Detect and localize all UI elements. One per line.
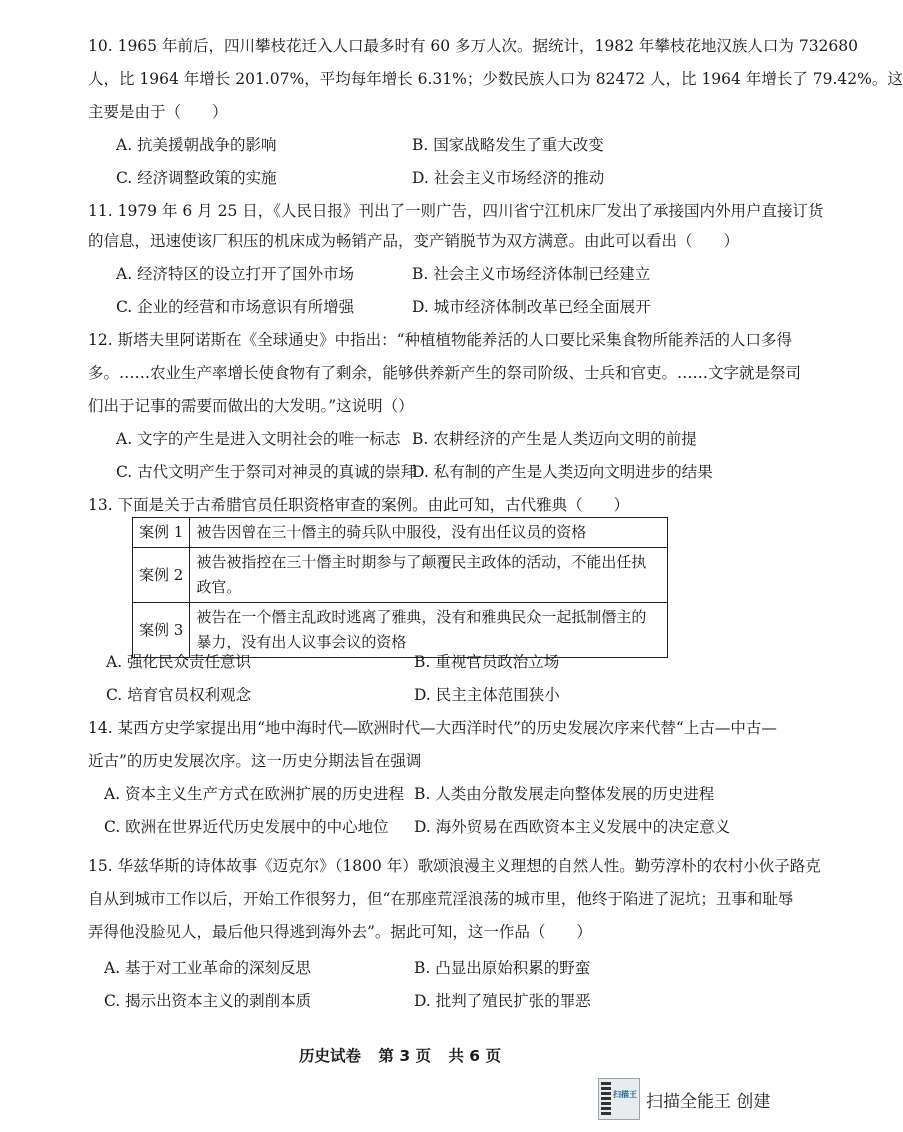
- q15-option-d: D. 批判了殖民扩张的罪恶: [414, 992, 591, 1010]
- case-text: 被告在一个僭主乱政时逃离了雅典，没有和雅典民众一起抵制僭主的暴力，没有出人议事会议的资格: [190, 603, 668, 658]
- case-row: [133, 548, 668, 603]
- q12-line-1: 12. 斯塔夫里阿诺斯在《全球通史》中指出：“种植植物能养活的人口要比采集食物所能养活的人口多得: [88, 331, 793, 349]
- q15-line-2: 自从到城市工作以后，开始工作很努力，但“在那座荒淫浪荡的城市里，他终于陷进了泥坑；丑事和耻辱: [88, 890, 794, 908]
- camscanner-logo-icon: [598, 1078, 640, 1120]
- case-label: 案例 2: [133, 548, 190, 603]
- q11-line-2: 的信息，迅速使该厂积压的机床成为畅销产品，变产销脱节为双方满意。由此可以看出（ ）: [88, 232, 740, 250]
- q11-option-b: B. 社会主义市场经济体制已经建立: [412, 265, 651, 283]
- q10-option-d: D. 社会主义市场经济的推动: [412, 169, 605, 187]
- q10-line-3: 主要是由于（ ）: [88, 103, 228, 121]
- q12-option-a: A. 文字的产生是进入文明社会的唯一标志: [116, 430, 401, 448]
- q14-option-a: A. 资本主义生产方式在欧洲扩展的历史进程: [104, 785, 405, 803]
- q15-option-c: C. 揭示出资本主义的剥削本质: [104, 992, 312, 1010]
- q11-option-d: D. 城市经济体制改革已经全面展开: [412, 298, 651, 316]
- case-table: [132, 517, 668, 658]
- q12-line-3: 们出于记事的需要而做出的大发明。”这说明（）: [88, 397, 414, 415]
- q11-option-c: C. 企业的经营和市场意识有所增强: [116, 298, 355, 316]
- q11-option-a: A. 经济特区的设立打开了国外市场: [116, 265, 355, 283]
- q12-option-d: D. 私有制的产生是人类迈向文明进步的结果: [412, 463, 713, 481]
- q14-line-2: 近古”的历史发展次序。这一历史分期法旨在强调: [88, 752, 422, 770]
- q13-line-1: 13. 下面是关于古希腊官员任职资格审查的案例。由此可知，古代雅典（ ）: [88, 496, 630, 514]
- case-text: 被告被指控在三十僭主时期参与了颠覆民主政体的活动，不能出任执政官。: [190, 548, 668, 603]
- q15-option-b: B. 凸显出原始积累的野蛮: [414, 959, 591, 977]
- footer-subject: 历史试卷: [299, 1047, 362, 1065]
- q15-line-3: 弄得他没脸见人，最后他只得逃到海外去”。据此可知，这一作品（ ）: [88, 923, 592, 941]
- case-row: [133, 603, 668, 658]
- q10-option-c: C. 经济调整政策的实施: [116, 169, 277, 187]
- q15-option-a: A. 基于对工业革命的深刻反思: [104, 959, 312, 977]
- footer-page-number: 第 3 页: [378, 1047, 431, 1065]
- q12-line-2: 多。……农业生产率增长使食物有了剩余，能够供养新产生的祭司阶级、士兵和官吏。……文字就是祭司: [88, 364, 802, 382]
- case-text: 被告因曾在三十僭主的骑兵队中服役，没有出任议员的资格: [190, 518, 668, 548]
- q10-option-b: B. 国家战略发生了重大改变: [412, 136, 604, 154]
- footer-total-pages: 共 6 页: [448, 1047, 501, 1065]
- q13-option-b: B. 重视官员政治立场: [414, 653, 560, 671]
- q12-option-c: C. 古代文明产生于祭司对神灵的真诚的崇拜: [116, 463, 417, 481]
- q13-option-d: D. 民主主体范围狭小: [414, 686, 560, 704]
- q13-option-a: A. 强化民众责任意识: [106, 653, 252, 671]
- logo-text: 扫描王: [613, 1090, 637, 1099]
- scanner-watermark: [598, 1078, 770, 1120]
- watermark-label: 扫描全能王 创建: [646, 1091, 771, 1112]
- q10-option-a: A. 抗美援朝战争的影响: [116, 136, 277, 154]
- q10-line-2: 人，比 1964 年增长 201.07%，平均每年增长 6.31%；少数民族人口为 82472 人，比 1964 年增长了 79.42%。这: [88, 70, 903, 88]
- case-label: 案例 1: [133, 518, 190, 548]
- q13-option-c: C. 培育官员权利观念: [106, 686, 252, 704]
- q14-line-1: 14. 某西方史学家提出用“地中海时代—欧洲时代—大西洋时代”的历史发展次序来代替“上古—中古—: [88, 719, 777, 737]
- q14-option-c: C. 欧洲在世界近代历史发展中的中心地位: [104, 818, 389, 836]
- case-label: 案例 3: [133, 603, 190, 658]
- q14-option-d: D. 海外贸易在西欧资本主义发展中的决定意义: [414, 818, 731, 836]
- case-row: [133, 518, 668, 548]
- page-footer: [0, 1044, 800, 1066]
- q11-line-1: 11. 1979 年 6 月 25 日，《人民日报》刊出了一则广告，四川省宁江机床厂发出了承接国内外用户直接订货: [88, 202, 824, 220]
- q12-option-b: B. 农耕经济的产生是人类迈向文明的前提: [412, 430, 697, 448]
- q15-line-1: 15. 华兹华斯的诗体故事《迈克尔》（1800 年）歌颂浪漫主义理想的自然人性。勤劳淳朴的农村小伙子路克: [88, 857, 821, 875]
- q14-option-b: B. 人类由分散发展走向整体发展的历史进程: [414, 785, 715, 803]
- q10-line-1: 10. 1965 年前后，四川攀枝花迁入人口最多时有 60 多万人次。据统计，1982 年攀枝花地汉族人口为 732680: [88, 37, 858, 55]
